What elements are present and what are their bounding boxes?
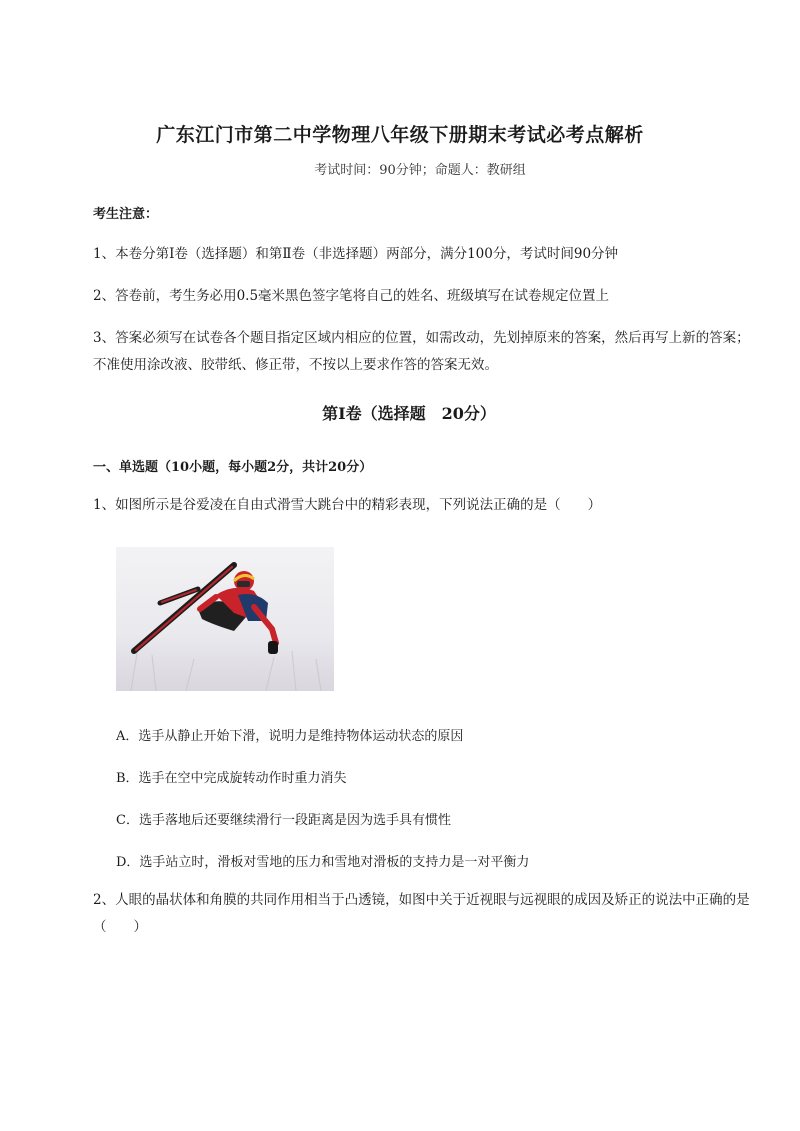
notice-heading: 考生注意： [93, 207, 159, 222]
question-1-stem: 1、如图所示是谷爱凌在自由式滑雪大跳台中的精彩表现，下列说法正确的是（ ） [93, 497, 602, 513]
question-2-stem: 2、人眼的晶状体和角膜的共同作用相当于凸透镜，如图中关于近视眼与远视眼的成因及矫正的说法中正确的是（ ） [93, 892, 750, 935]
skier-photo [116, 547, 334, 691]
question-1-option-c: C．选手落地后还要继续滑行一段距离是因为选手具有惯性 [116, 813, 451, 828]
question-1-option-d: D．选手站立时，滑板对雪地的压力和雪地对滑板的支持力是一对平衡力 [116, 855, 530, 870]
question-1-option-a: A．选手从静止开始下滑，说明力是维持物体运动状态的原因 [116, 729, 464, 744]
notice-item-1: 1、本卷分第I卷（选择题）和第Ⅱ卷（非选择题）两部分，满分100分，考试时间90分钟 [93, 246, 619, 262]
exam-info: 考试时间：90分钟；命题人：教研组 [314, 163, 526, 178]
question-1-option-b: B．选手在空中完成旋转动作时重力消失 [116, 771, 347, 786]
page-title: 广东江门市第二中学物理八年级下册期末考试必考点解析 [156, 124, 644, 146]
notice-item-3: 3、答案必须写在试卷各个题目指定区域内相应的位置，如需改动，先划掉原来的答案，然后再写上新的答案；不准使用涂改液、胶带纸、修正带，不按以上要求作答的答案无效。 [93, 330, 750, 373]
part-heading: 一、单选题（10小题，每小题2分，共计20分） [93, 460, 373, 475]
section-title: 第I卷（选择题 20分） [322, 404, 496, 423]
notice-item-2: 2、答卷前，考生务必用0.5毫米黑色签字笔将自己的姓名、班级填写在试卷规定位置上 [93, 288, 610, 304]
